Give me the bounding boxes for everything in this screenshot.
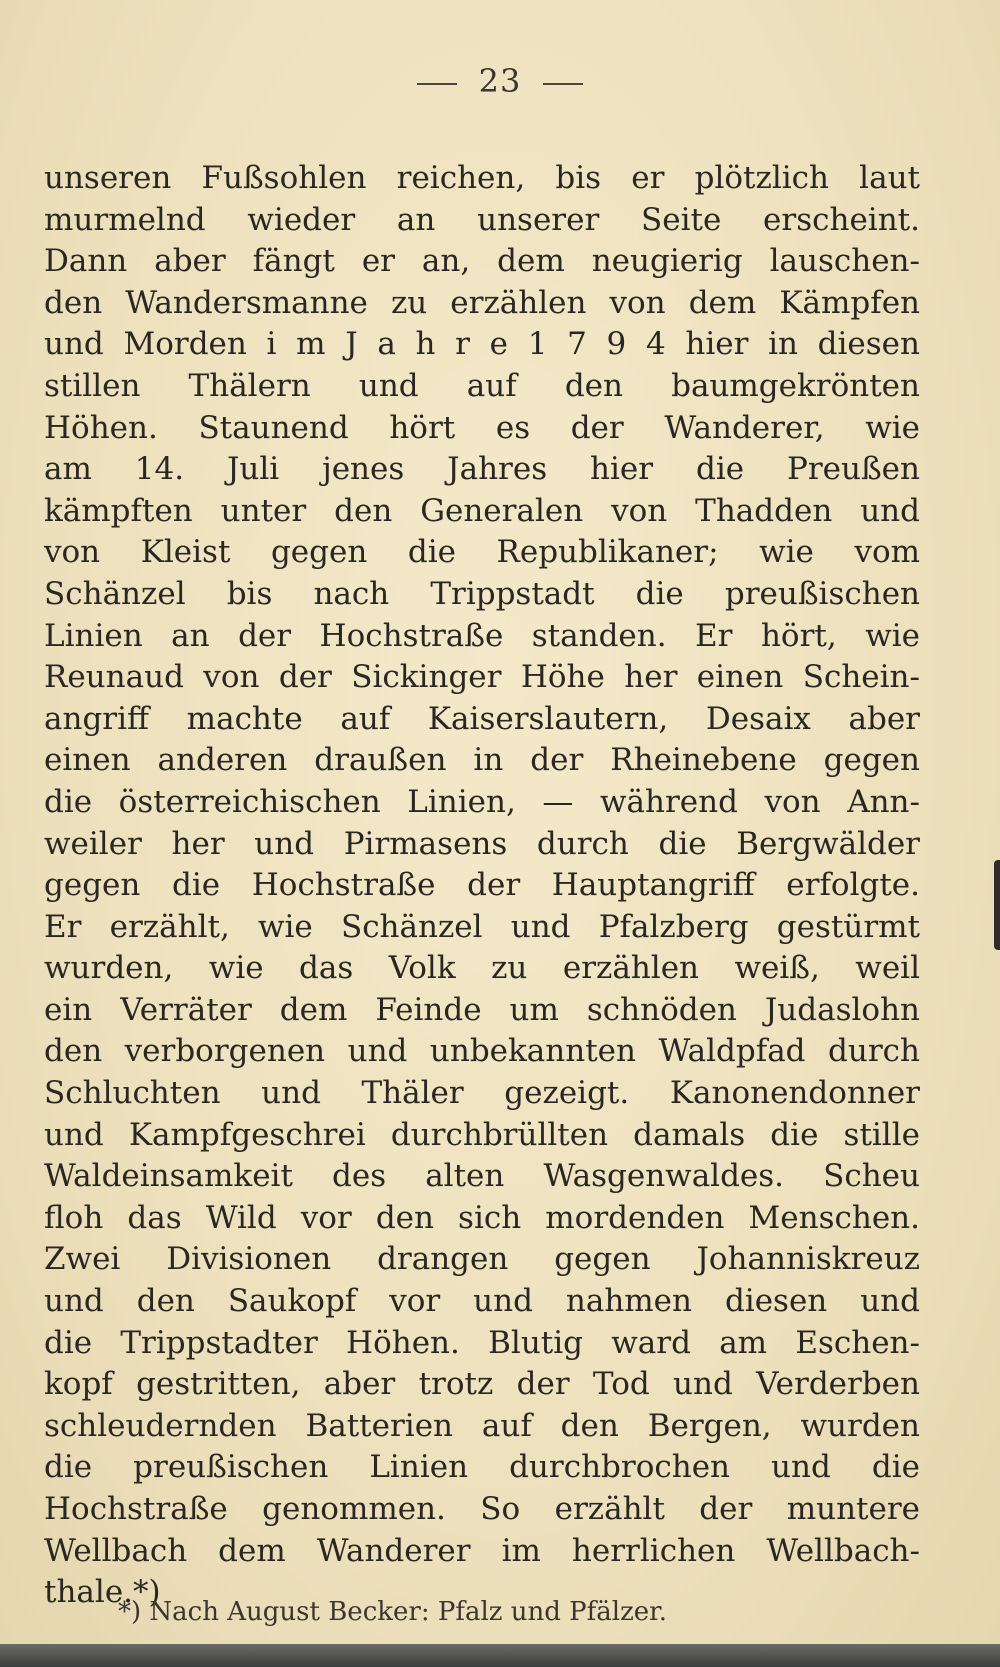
text-line: kämpften unter den Generalen von Thadden und (44, 492, 920, 529)
text-line: Waldeinsamkeit des alten Wasgenwaldes. Scheu (44, 1158, 920, 1195)
text-line: Höhen. Staunend hört es der Wanderer, wie (44, 409, 920, 446)
text-line: einen anderen draußen in der Rheinebene gegen (44, 742, 920, 779)
page-header (0, 62, 1000, 100)
header-dash-left (417, 83, 457, 85)
text-line: die preußischen Linien durchbrochen und die (44, 1449, 920, 1486)
text-line: Schänzel bis nach Trippstadt die preußischen (44, 575, 920, 612)
text-line: die Trippstadter Höhen. Blutig ward am Eschen- (44, 1324, 920, 1361)
text-line-last: thale.*) (44, 1574, 161, 1611)
text-line: Dann aber fängt er an, dem neugierig lauschen- (44, 243, 920, 280)
text-line: und Kampfgeschrei durchbrüllten damals die stille (44, 1116, 920, 1153)
text-line: Schluchten und Thäler gezeigt. Kanonendonner (44, 1075, 920, 1112)
text-line: weiler her und Pirmasens durch die Bergwälder (44, 825, 920, 862)
text-line: unseren Fußsohlen reichen, bis er plötzlich laut (44, 160, 920, 196)
text-line: schleudernden Batterien auf den Bergen, wurden (44, 1407, 920, 1444)
text-line: Hochstraße genommen. So erzählt der muntere (44, 1491, 920, 1527)
text-line: von Kleist gegen die Republikaner; wie vom (44, 534, 920, 571)
text-line: Zwei Divisionen drangen gegen Johanniskreuz (44, 1241, 920, 1278)
page-edge-shadow (994, 860, 1000, 950)
text-line: angriff machte auf Kaiserslautern, Desaix aber (44, 700, 920, 737)
scan-bottom-edge (0, 1644, 1000, 1667)
text-line: Reunaud von der Sickinger Höhe her einen Schein- (44, 659, 920, 696)
text-line: Er erzählt, wie Schänzel und Pfalzberg gestürmt (44, 908, 920, 945)
body-text (44, 158, 920, 1614)
text-line: ein Verräter dem Feinde um schnöden Judaslohn (44, 991, 920, 1028)
text-line: und den Saukopf vor und nahmen diesen und (44, 1283, 920, 1320)
text-line: gegen die Hochstraße der Hauptangriff erfolgte. (44, 867, 920, 904)
text-line: und Morden i m J a h r e 1 7 9 4 hier in diesen (44, 326, 920, 363)
text-line: am 14. Juli jenes Jahres hier die Preußen (44, 451, 920, 488)
text-line: kopf gestritten, aber trotz der Tod und Verderben (44, 1366, 920, 1403)
text-line: Linien an der Hochstraße standen. Er hört, wie (44, 617, 920, 654)
footnote: *) Nach August Becker: Pfalz und Pfälzer. (118, 1597, 667, 1627)
text-line: murmelnd wieder an unserer Seite erscheint. (44, 201, 920, 238)
text-line: wurden, wie das Volk zu erzählen weiß, weil (44, 950, 920, 987)
text-line: floh das Wild vor den sich mordenden Menschen. (44, 1199, 920, 1236)
text-line: den Wandersmanne zu erzählen von dem Kämpfen (44, 284, 920, 321)
page-number: 23 (478, 62, 522, 100)
text-line: stillen Thälern und auf den baumgekrönten (44, 367, 920, 404)
text-line: Wellbach dem Wanderer im herrlichen Wellbach- (44, 1532, 920, 1569)
header-dash-right (543, 83, 583, 85)
text-line: die österreichischen Linien, — während von Ann- (44, 783, 920, 820)
text-line: den verborgenen und unbekannten Waldpfad durch (44, 1033, 920, 1070)
